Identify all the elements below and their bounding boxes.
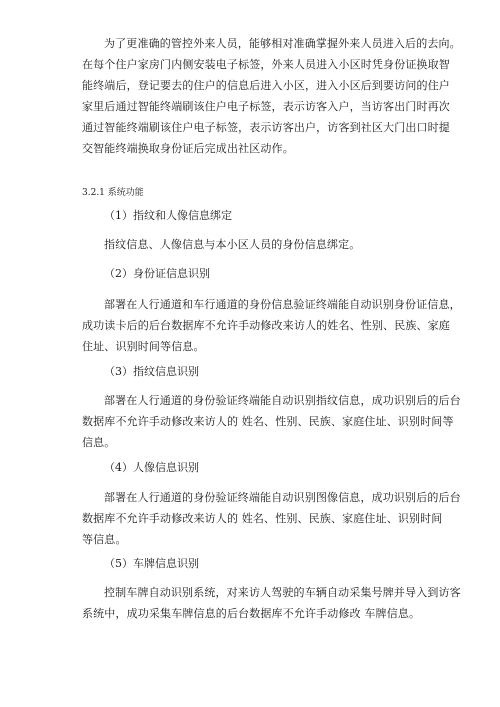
item-line: 信息。 [82,436,116,449]
item-paragraph [82,390,461,453]
intro-paragraph [82,33,461,159]
intro-line: 能终端后，登记要去的住户的信息后进入小区，进入小区后到要访问的住户 [82,79,450,92]
intro-line: 为了更准确的管控外来人员，能够相对准确掌握外来人员进入后的去向。 [104,37,461,50]
item-title: （3）指纹信息识别 [104,365,199,378]
section-heading: 3.2.1 系统功能 [82,188,144,198]
item-title: （5）车牌信息识别 [104,557,199,570]
item-line: 住址、识别时间等信息。 [82,340,205,353]
intro-line: 家里后通过智能终端刷该住户电子标签，表示访客入户，当访客出门时再次 [82,100,450,113]
item-line: 系统中，成功采集车牌信息的后台数据库不允许手动修改 车牌信息。 [82,607,421,620]
item-title: （2）身份证信息识别 [104,267,210,280]
item-line: 部署在人行通道的身份验证终端能自动识别图像信息，成功识别后的后台 [104,491,461,504]
item-line: 部署在人行通道的身份验证终端能自动识别指纹信息，成功识别后的后台 [104,394,461,407]
item-title: （4）人像信息识别 [104,461,199,474]
item-title: （1）指纹和人像信息绑定 [104,209,232,222]
item-paragraph [82,487,461,550]
item-line: 等信息。 [82,533,127,546]
item-line: 部署在人行通道和车行通道的身份信息验证终端能自动识别身份证信息， [104,298,461,311]
intro-line: 通过智能终端刷该住户电子标签，表示访客出户，访客到社区大门出口时提 [82,121,450,134]
intro-line: 交智能终端换取身份证后完成出社区动作。 [82,142,294,155]
item-paragraph [82,234,422,255]
item-line: 数据库不允许手动修改来访人的 姓名、性别、民族、家庭住址、识别时间等 [82,415,454,428]
item-line: 数据库不允许手动修改来访人的 姓名、性别、民族、家庭住址、识别时间 [82,512,443,525]
item-line: 控制车牌自动识别系统，对来访人驾驶的车辆自动采集号牌并导入到访客 [104,586,461,599]
intro-line: 在每个住户家房门内侧安装电子标签，外来人员进入小区时凭身份证换取智 [82,58,450,71]
item-line: 指纹信息、人像信息与本小区人员的身份信息绑定。 [104,238,361,251]
item-paragraph [82,294,461,357]
item-paragraph [82,582,461,624]
item-line: 成功读卡后的后台数据库不允许手动修改来访人的姓名、性别、民族、家庭 [82,319,450,332]
